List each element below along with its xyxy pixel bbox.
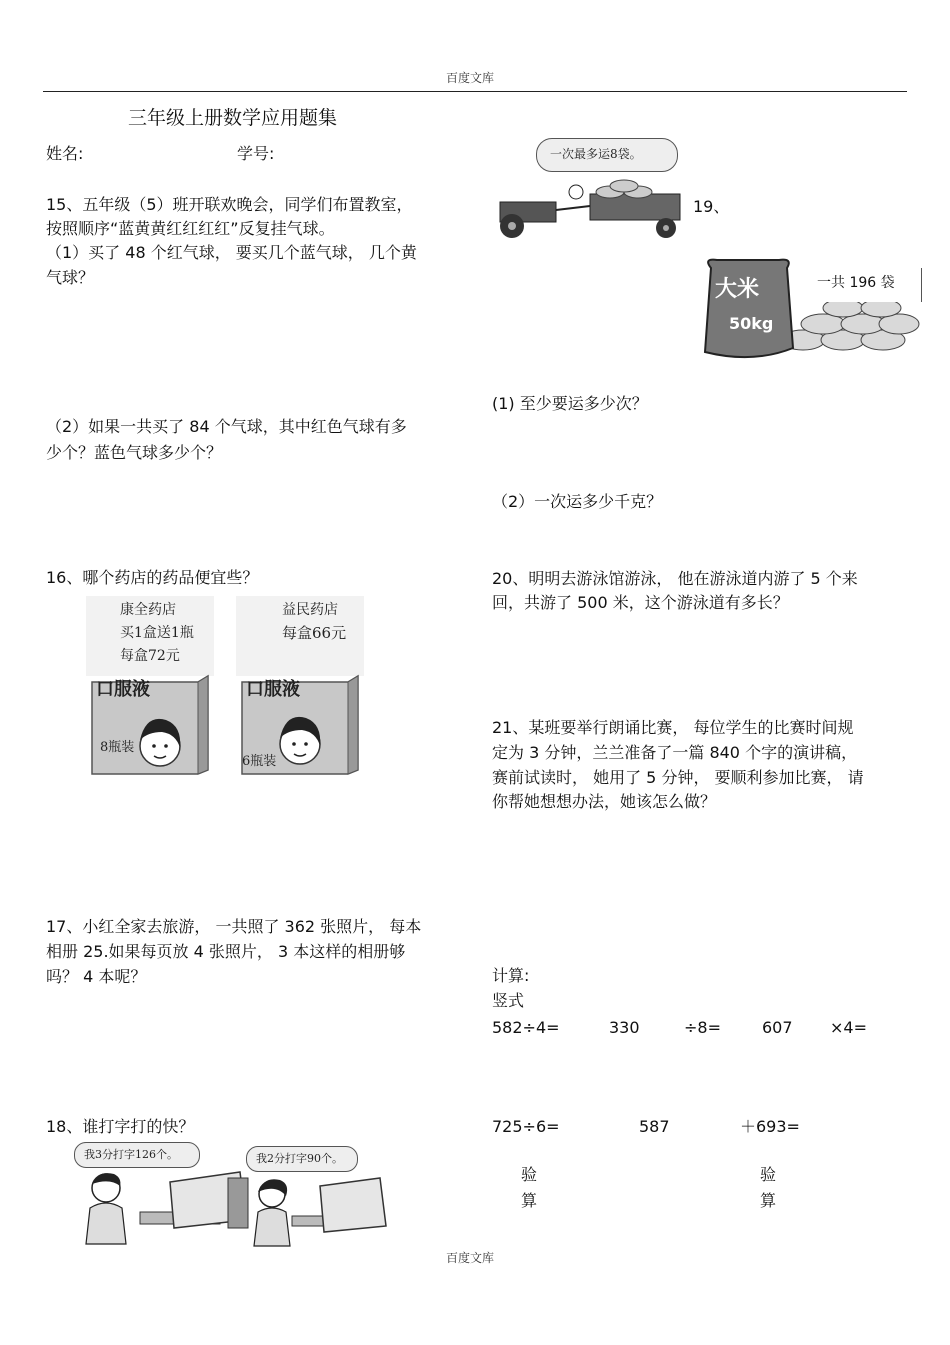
store2-illustration: [236, 596, 364, 778]
q21-line1: 21、某班要举行朗诵比赛， 每位学生的比赛时间规: [492, 718, 854, 737]
q15-line2: 按照顺序“蓝黄黄红红红红”反复挂气球。: [46, 219, 335, 238]
store2-price: 每盒66元: [282, 624, 347, 642]
calc-expr-4: 725÷6=: [492, 1117, 560, 1136]
q19-part1: (1) 至少要运多少次？: [492, 394, 648, 413]
q15-part1-line2: 气球？: [46, 268, 95, 287]
q17-line3: 吗？ 4 本呢？: [46, 967, 147, 986]
girl-speech-bubble: 我2分打字90个。: [256, 1152, 343, 1165]
rice-bag-label: 大米: [715, 277, 760, 302]
name-label: 姓名:: [46, 144, 84, 163]
calc-subheading: 竖式: [492, 991, 525, 1010]
rice-bag-weight: 50kg: [729, 314, 774, 333]
q17-line2: 相册 25.如果每页放 4 张照片， 3 本这样的相册够: [46, 942, 406, 961]
page-header: 百度文库: [446, 71, 495, 85]
q20-line1: 20、明明去游泳馆游泳， 他在游泳道内游了 5 个来: [492, 569, 858, 588]
q16-text: 16、哪个药店的药品便宜些？: [46, 568, 259, 587]
calc-expr-5a: 587: [639, 1117, 670, 1136]
store2-name: 益民药店: [282, 602, 338, 618]
check-label-1a: 验: [521, 1165, 538, 1184]
rice-total-label: 一共 196 袋: [817, 275, 895, 291]
q19-number: 19、: [693, 197, 730, 216]
page-footer: 百度文库: [446, 1251, 495, 1265]
calc-expr-3b: ×4=: [830, 1018, 867, 1037]
calc-expr-3a: 607: [762, 1018, 793, 1037]
calc-expr-2a: 330: [609, 1018, 640, 1037]
calc-expr-1: 582÷4=: [492, 1018, 560, 1037]
calc-heading: 计算:: [492, 966, 530, 985]
tractor-icon: [490, 174, 690, 244]
store2-box-brand: 口服液: [246, 679, 300, 700]
store1-box-count: 8瓶装: [100, 740, 135, 755]
tractor-speech-bubble: 一次最多运8袋。: [550, 147, 642, 161]
store1-name: 康全药店: [120, 602, 176, 618]
id-label: 学号:: [237, 144, 275, 163]
boy-speech-bubble: 我3分打字126个。: [84, 1148, 178, 1161]
header-rule: [43, 91, 907, 92]
typing-illustration: [70, 1138, 390, 1256]
store1-offer: 买1盒送1瓶: [120, 625, 194, 641]
computer-desk-icon: [70, 1168, 390, 1256]
q15-part1-line1: （1）买了 48 个红气球， 要买几个蓝气球， 几个黄: [46, 243, 417, 262]
store1-illustration: [86, 596, 214, 778]
q19-part2: （2）一次运多少千克？: [492, 492, 663, 511]
q15-part2-line1: （2）如果一共买了 84 个气球，其中红色气球有多: [46, 417, 407, 436]
store1-box-brand: 口服液: [96, 679, 150, 700]
q21-line2: 定为 3 分钟，兰兰准备了一篇 840 个字的演讲稿，: [492, 743, 858, 762]
calc-expr-2b: ÷8=: [684, 1018, 721, 1037]
page-title: 三年级上册数学应用题集: [128, 107, 338, 129]
q18-text: 18、谁打字打的快？: [46, 1117, 195, 1136]
q20-line2: 回，共游了 500 米，这个游泳道有多长？: [492, 593, 789, 612]
q15-line1: 15、五年级（5）班开联欢晚会，同学们布置教室，: [46, 195, 413, 214]
check-label-2b: 算: [760, 1191, 777, 1210]
store2-box-count: 6瓶装: [242, 754, 277, 769]
check-label-1b: 算: [521, 1191, 538, 1210]
q21-line4: 你帮她想想办法，她该怎么做？: [492, 792, 717, 811]
q17-line1: 17、小红全家去旅游， 一共照了 362 张照片， 每本: [46, 917, 422, 936]
store1-price: 每盒72元: [120, 648, 180, 664]
rice-bags-illustration: [693, 228, 921, 368]
q15-part2-line2: 少个？蓝色气球多少个？: [46, 443, 223, 462]
q21-line3: 赛前试读时， 她用了 5 分钟， 要顺利参加比赛， 请: [492, 768, 864, 787]
calc-expr-5b: ＋693=: [740, 1117, 800, 1136]
tractor-illustration: [490, 130, 690, 245]
check-label-2a: 验: [760, 1165, 777, 1184]
